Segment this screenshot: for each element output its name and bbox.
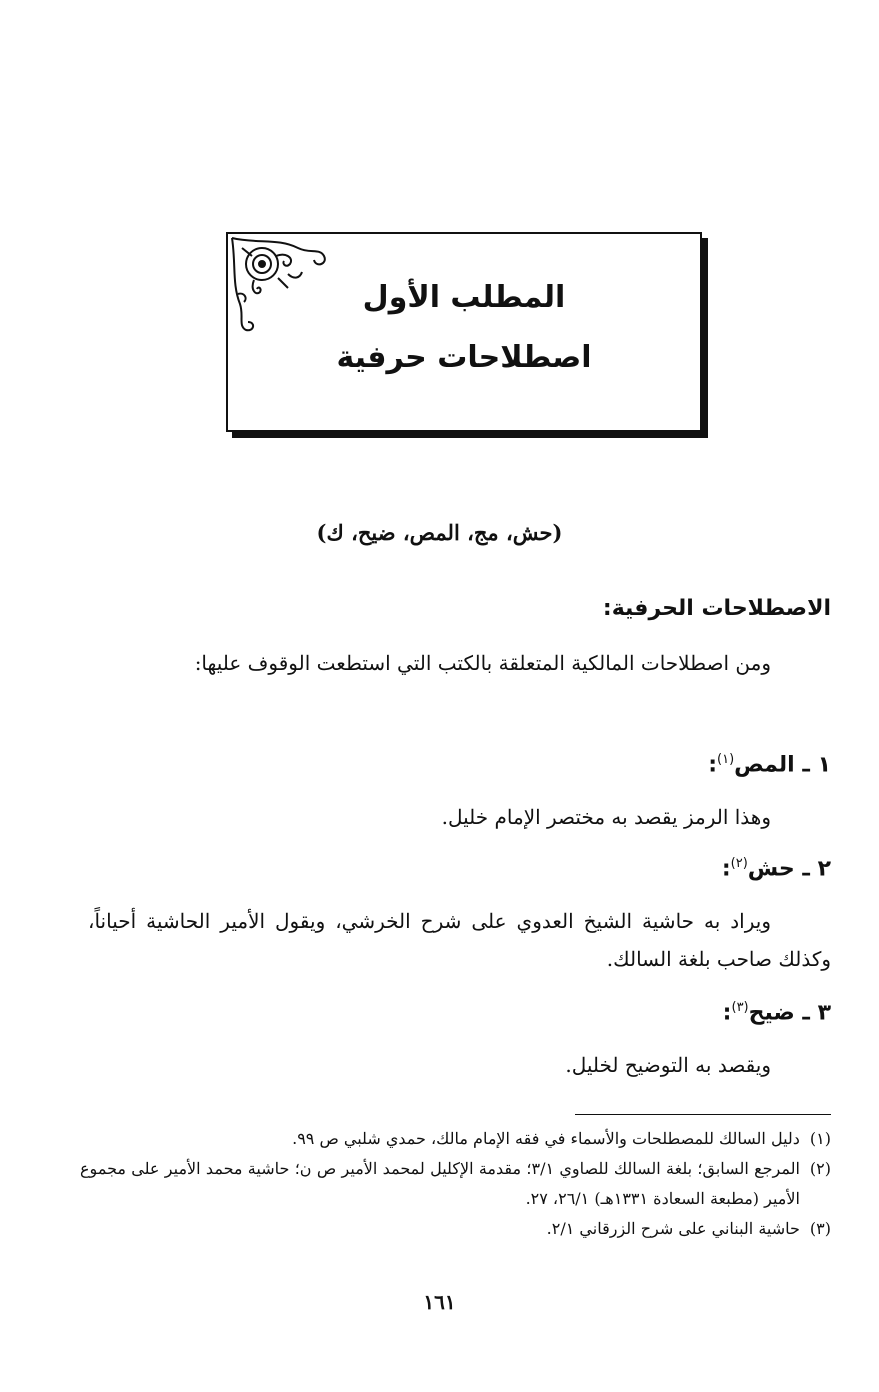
- symbols-line: (حش، مج، المص، ضيح، ك): [316, 520, 563, 545]
- footnote: [80, 1154, 831, 1214]
- item-body: وهذا الرمز يقصد به مختصر الإمام خليل.: [441, 805, 771, 829]
- footnote: [80, 1214, 831, 1244]
- footnote-text: المرجع السابق؛ بلغة السالك للصاوي ٣/١؛ مقدمة الإكليل لمحمد الأمير ص ن؛ حاشية محمد الأمير على مجموع الأمير (مطبعة السعادة ١٣٣١هـ) ٢٦/١، ٢٧.: [80, 1159, 800, 1208]
- footnote-ref: (٢): [730, 856, 748, 871]
- footnote-number: (٣): [809, 1219, 831, 1238]
- footnote-text: حاشية البناني على شرح الزرقاني ٢/١.: [546, 1219, 800, 1238]
- item-colon: :: [722, 1000, 732, 1026]
- title-box: [226, 232, 702, 432]
- footnote-ref: (١): [717, 752, 735, 767]
- section-subtitle: اصطلاحات حرفية: [336, 340, 592, 375]
- item-colon: :: [721, 856, 731, 882]
- item-body: ويراد به حاشية الشيخ العدوي على شرح الخرشي، ويقول الأمير الحاشية أحياناً، وكذلك صاحب بلغة السالك.: [88, 909, 831, 971]
- item-label: ٣ ـ ضيح: [748, 1000, 831, 1026]
- item-colon: :: [708, 752, 718, 778]
- footnote: [80, 1124, 831, 1154]
- footnote-ref: (٣): [731, 1000, 749, 1015]
- footnote-text: دليل السالك للمصطلحات والأسماء في فقه الإمام مالك، حمدي شلبي ص ٩٩.: [292, 1129, 800, 1148]
- footnotes: [80, 1124, 831, 1244]
- item-body: ويقصد به التوضيح لخليل.: [565, 1053, 771, 1077]
- footnote-separator: [575, 1114, 831, 1115]
- intro-paragraph: ومن اصطلاحات المالكية المتعلقة بالكتب التي استطعت الوقوف عليها:: [194, 651, 771, 675]
- page-number: ١٦١: [423, 1290, 456, 1314]
- item-heading: [723, 1000, 831, 1025]
- item-label: ٢ ـ حش: [747, 856, 831, 882]
- section-title: المطلب الأول: [362, 280, 566, 315]
- footnote-number: (٢): [809, 1159, 831, 1178]
- item-heading: [708, 752, 831, 777]
- section-heading: الاصطلاحات الحرفية:: [602, 596, 831, 621]
- item-heading: [722, 856, 831, 881]
- footnote-number: (١): [809, 1129, 831, 1148]
- item-label: ١ ـ المص: [734, 752, 831, 778]
